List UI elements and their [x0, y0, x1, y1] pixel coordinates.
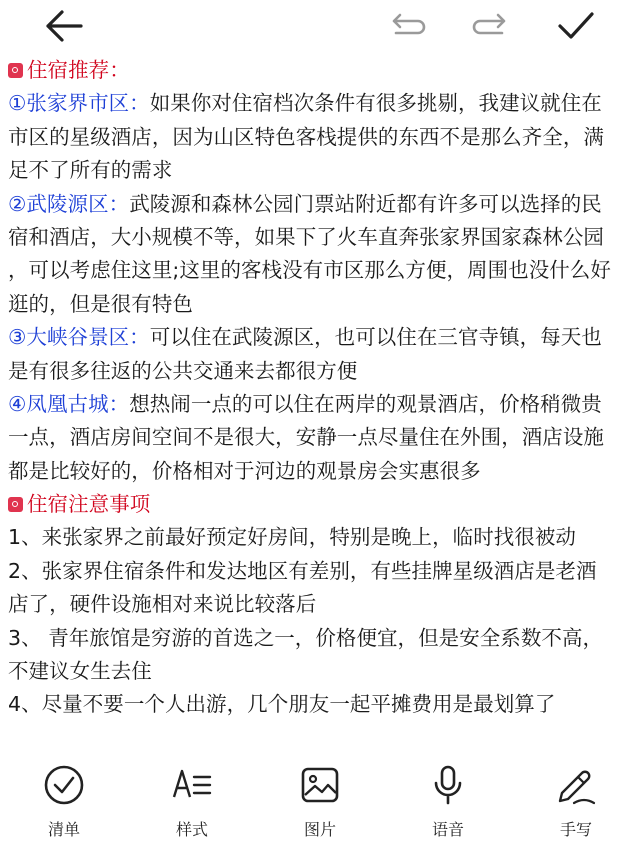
voice-label: 语音	[431, 820, 464, 839]
text-style-icon	[170, 763, 214, 807]
paragraph-line: ①张家界市区：如果你对住宿档次条件有很多挑剔，我建议就住在	[8, 91, 602, 116]
paragraph-line: ④凤凰古城：想热闹一点的可以住在两岸的观景酒店，价格稍微贵	[8, 391, 602, 416]
lodging-badge-icon	[8, 63, 23, 78]
paragraph-line: 一点，酒店房间空间不是很大，安静一点尽量住在外围，酒店设施	[8, 425, 604, 450]
checklist-button[interactable]	[24, 763, 104, 840]
pen-icon	[554, 763, 598, 807]
confirm-button[interactable]	[552, 6, 600, 46]
handwriting-button[interactable]	[536, 763, 616, 840]
paragraph-line: ③大峡谷景区：可以住在武陵源区，也可以住在三官寺镇，每天也	[8, 325, 602, 350]
bottom-toolbar	[0, 757, 640, 853]
text-style-label: 样式	[175, 820, 208, 839]
paragraph-line: ②武陵源区：武陵源和森林公园门票站附近都有许多可以选择的民	[8, 191, 602, 216]
paragraph-line: 宿和酒店，大小规模不等，如果下了火车直奔张家界国家森林公园	[8, 224, 604, 249]
text-style-button[interactable]	[152, 763, 232, 840]
top-toolbar	[0, 0, 640, 52]
redo-button[interactable]	[466, 6, 514, 46]
arrow-left-icon	[44, 9, 84, 43]
tips-badge-icon	[8, 497, 23, 512]
handwriting-label: 手写	[559, 820, 592, 839]
section-heading-tips: 住宿注意事项	[8, 488, 632, 521]
back-button[interactable]	[40, 6, 88, 46]
checklist-label: 清单	[47, 820, 80, 839]
paragraph-line: 都是比较好的，价格相对于河边的观景房会实惠很多	[8, 458, 481, 483]
paragraph-line: 逛的，但是很有特色	[8, 291, 193, 316]
image-icon	[298, 763, 342, 807]
voice-button[interactable]	[408, 763, 488, 840]
area-label-canyon: ③大峡谷景区：	[8, 325, 150, 350]
image-label: 图片	[303, 820, 336, 839]
checkmark-icon	[556, 10, 596, 42]
tip-line: 4、尽量不要一个人出游，几个朋友一起平摊费用是最划算了	[8, 692, 556, 717]
redo-icon	[470, 11, 510, 41]
area-label-city: ①张家界市区：	[8, 91, 150, 116]
area-label-wulingyuan: ②武陵源区：	[8, 191, 130, 216]
image-button[interactable]	[280, 763, 360, 840]
area-label-fenghuang: ④凤凰古城：	[8, 391, 130, 416]
paragraph-line: 足不了所有的需求	[8, 158, 173, 183]
microphone-icon	[426, 763, 470, 807]
undo-button[interactable]	[384, 6, 432, 46]
checklist-icon	[42, 763, 86, 807]
note-body[interactable]	[8, 54, 632, 722]
section-heading-lodging: 住宿推荐：	[8, 54, 632, 87]
paragraph-line: 市区的星级酒店，因为山区特色客栈提供的东西不是那么齐全，满	[8, 124, 604, 149]
tip-line: 2、张家界住宿条件和发达地区有差别，有些挂牌星级酒店是老酒	[8, 558, 597, 583]
tip-line: 不建议女生去住	[8, 659, 152, 684]
paragraph-line: 是有很多往返的公共交通来去都很方便	[8, 358, 358, 383]
tip-line: 店了，硬件设施相对来说比较落后	[8, 592, 317, 617]
undo-icon	[388, 11, 428, 41]
tip-line: 3、 青年旅馆是穷游的首选之一，价格便宜，但是安全系数不高，	[8, 625, 604, 650]
paragraph-line: ，可以考虑住这里;这里的客栈没有市区那么方便，周围也没什么好	[8, 258, 611, 283]
tip-line: 1、来张家界之前最好预定好房间，特别是晚上，临时找很被动	[8, 525, 576, 550]
